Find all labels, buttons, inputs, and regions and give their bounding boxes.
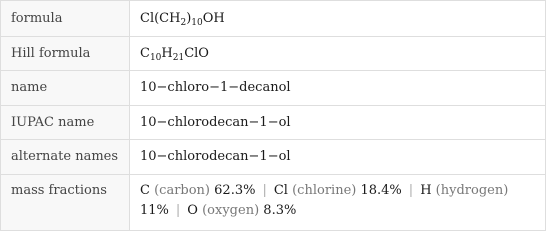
hill-part: C [140, 45, 150, 61]
formula-subscript: 10 [191, 17, 203, 28]
row-label-iupac-name: IUPAC name [1, 106, 130, 140]
mass-fraction-item [187, 203, 296, 218]
element-symbol: Cl [273, 183, 288, 198]
separator: | [175, 203, 181, 218]
table-row-name [1, 71, 546, 106]
row-label-name: name [1, 71, 130, 106]
element-symbol: O [187, 203, 198, 218]
element-percent: 11% [140, 203, 169, 218]
formula-part: ) [186, 10, 192, 26]
separator: | [408, 183, 414, 198]
hill-subscript: 10 [149, 52, 162, 63]
element-percent: 18.4% [360, 183, 402, 198]
table-row-hill-formula [1, 37, 546, 71]
separator: | [262, 183, 267, 198]
element-symbol: C [140, 183, 150, 198]
hill-part: ClO [184, 45, 209, 61]
iupac-name-value: 10−chlorodecan−1−ol [130, 106, 546, 140]
element-name: (hydrogen) [435, 183, 509, 198]
table-row-mass-fractions [1, 175, 546, 231]
row-label-alternate-names: alternate names [1, 140, 130, 175]
hill-formula-value [130, 37, 546, 71]
hill-subscript: 21 [172, 52, 185, 63]
row-label-formula: formula [1, 1, 130, 37]
element-symbol: H [420, 183, 432, 198]
element-name: (carbon) [154, 183, 211, 198]
table-row-alternate-names [1, 140, 546, 175]
table-row-iupac-name [1, 106, 546, 140]
formula-subscript: 2 [180, 17, 187, 28]
element-percent: 8.3% [263, 203, 297, 218]
mass-fraction-item [140, 183, 255, 198]
mass-fraction-item [274, 183, 402, 198]
element-name: (oxygen) [202, 203, 260, 218]
table-row-formula [1, 1, 546, 37]
element-percent: 62.3% [214, 183, 256, 198]
formula-part: Cl(CH [140, 10, 181, 26]
formula-part: OH [202, 10, 225, 26]
alternate-names-value: 10−chlorodecan−1−ol [130, 140, 546, 175]
hill-part: H [161, 45, 173, 61]
row-label-mass-fractions: mass fractions [1, 175, 130, 231]
element-name: (chlorine) [292, 183, 357, 198]
name-value: 10−chloro−1−decanol [130, 71, 546, 106]
formula-value [130, 1, 546, 37]
mass-fractions-value [130, 175, 546, 231]
row-label-hill-formula: Hill formula [1, 37, 130, 71]
